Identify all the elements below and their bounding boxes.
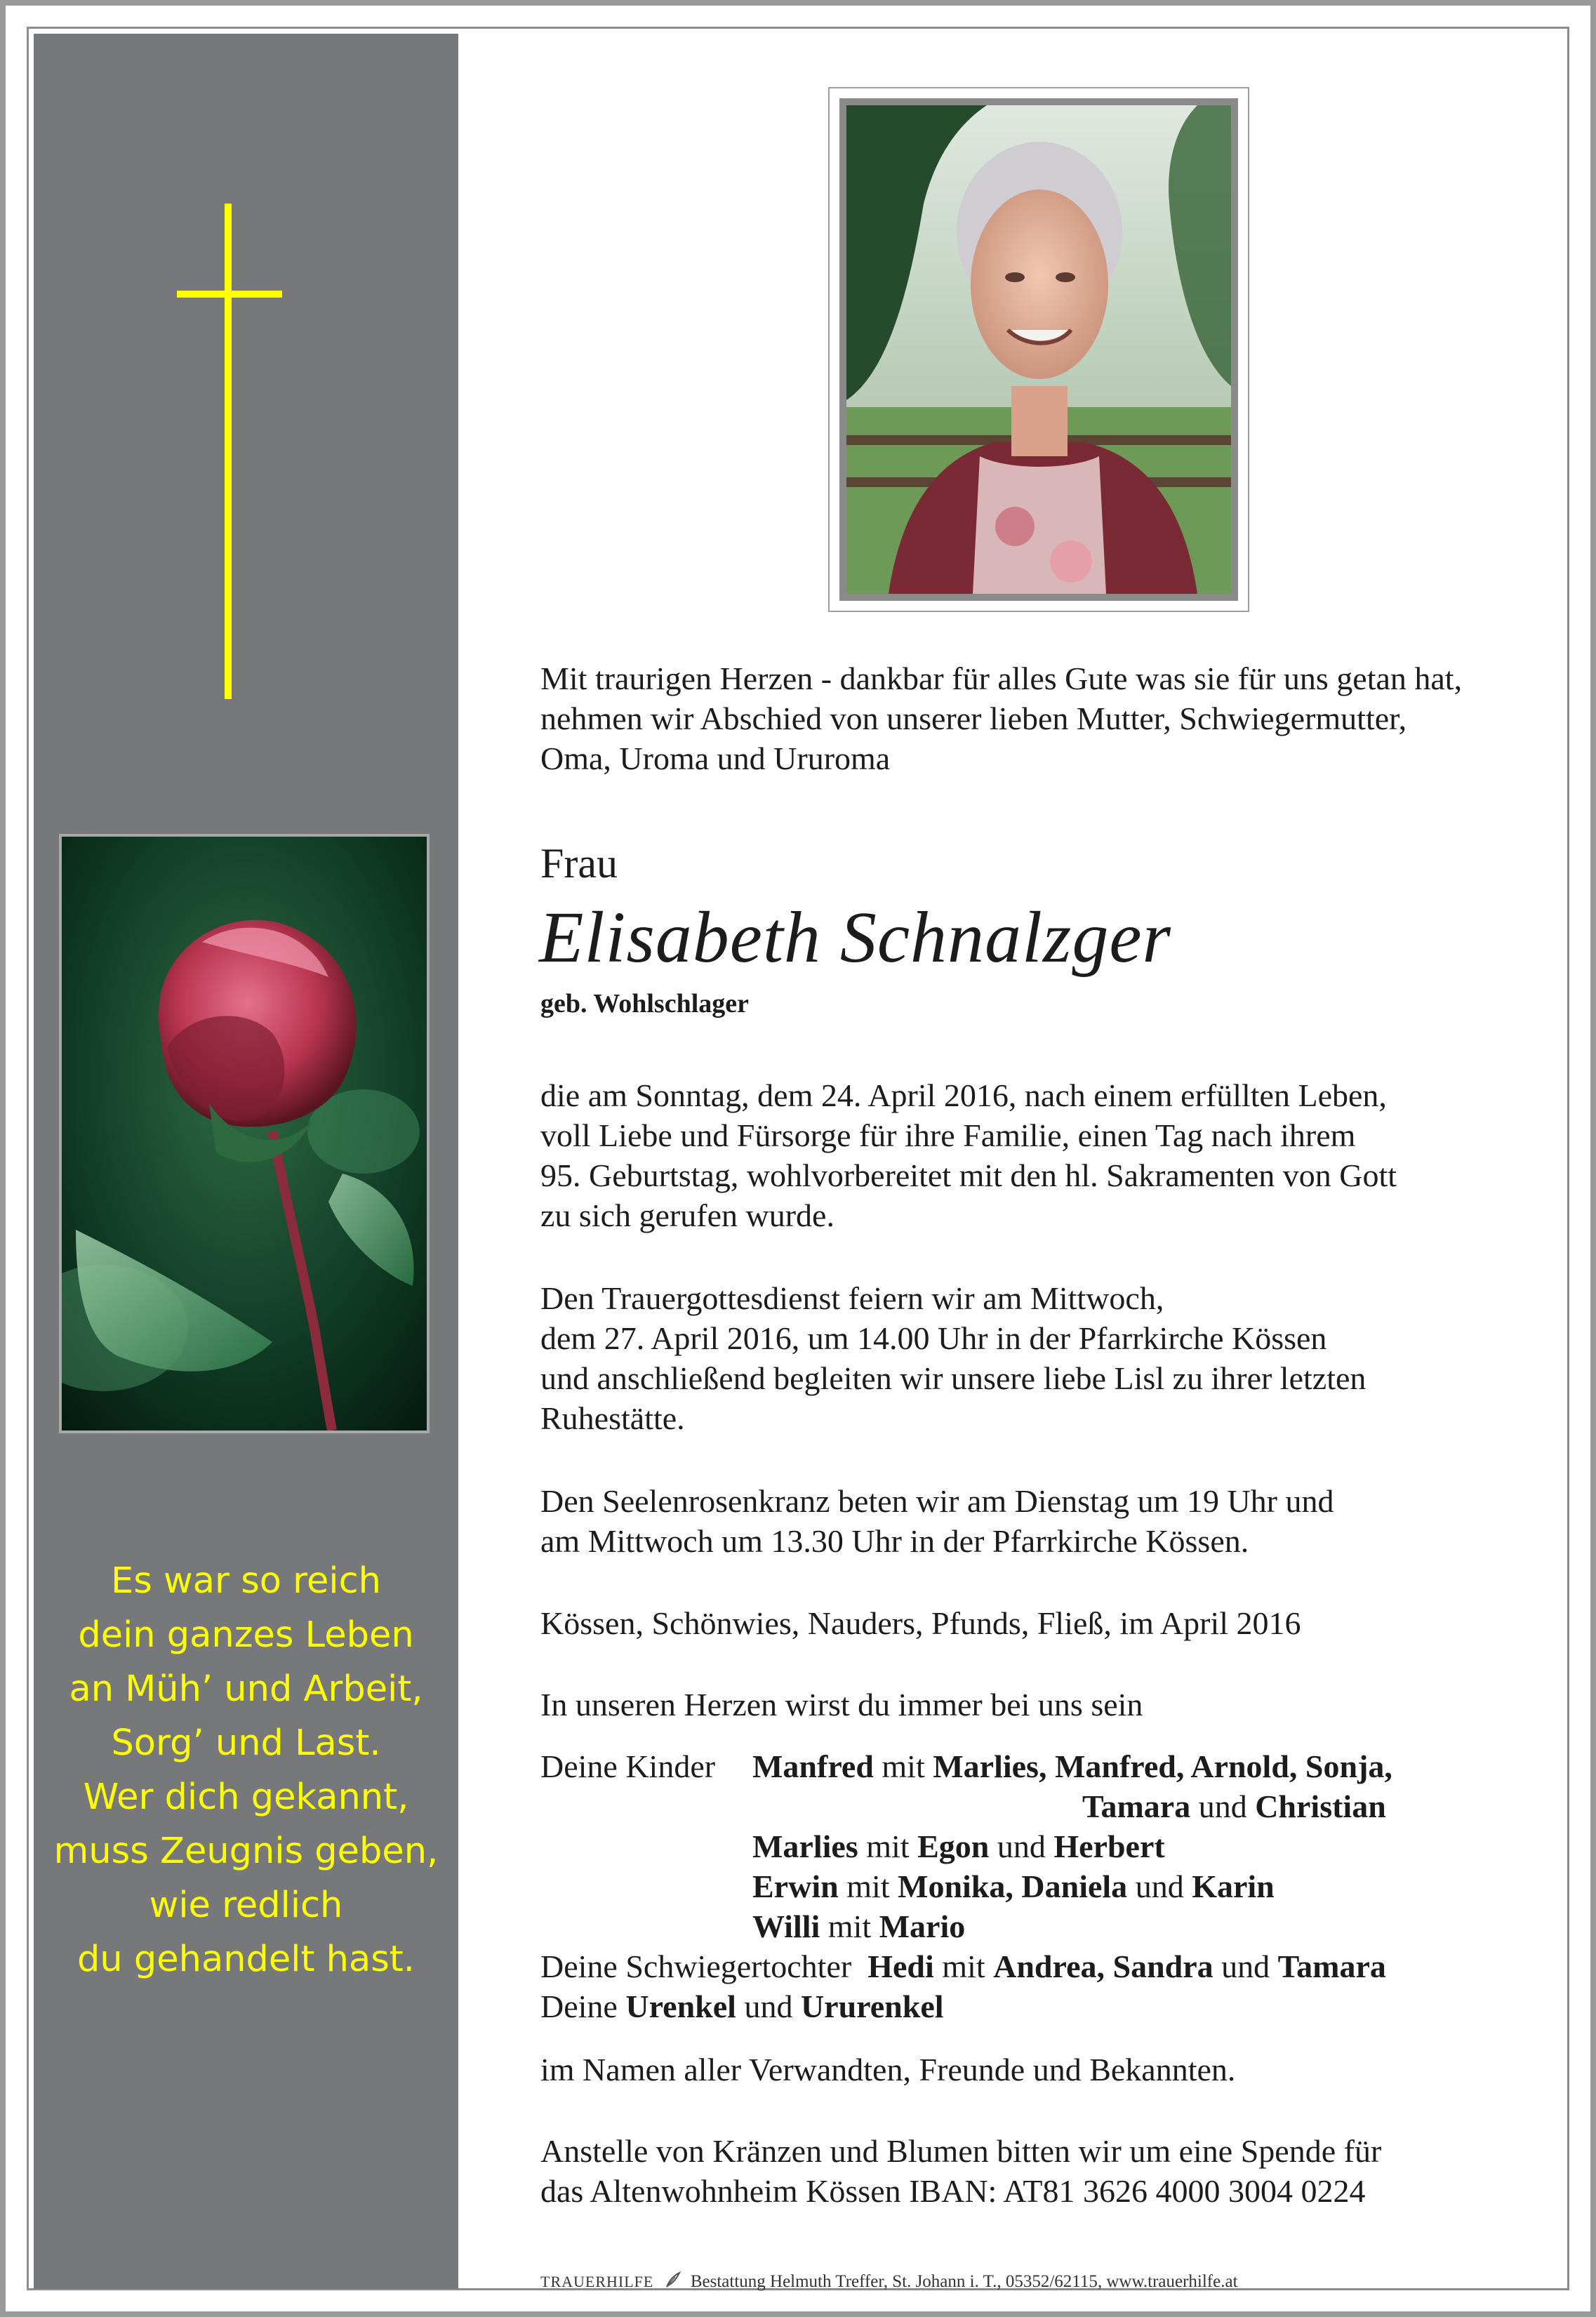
family-name: Marlies, Manfred, Arnold, Sonja, <box>933 1748 1392 1784</box>
donation-line: das Altenwohnheim Kössen IBAN: AT81 3626 4000 3004 0224 <box>540 2173 1366 2209</box>
rosary-line: Den Seelenrosenkranz beten wir am Dienstag um 19 Uhr und <box>540 1483 1334 1519</box>
donation-line: Anstelle von Kränzen und Blumen bitten wir um eine Spende für <box>540 2133 1382 2169</box>
footer-brand: TRAUERHILFE <box>540 2273 654 2290</box>
deceased-name: Elisabeth Schnalzger <box>539 897 1172 978</box>
family-name: Marlies <box>752 1828 858 1864</box>
death-notice-line: voll Liebe und Fürsorge für ihre Familie, einen Tag nach ihrem <box>540 1117 1356 1153</box>
family-row <box>1082 1786 1386 1826</box>
family-row <box>752 1826 1165 1866</box>
family-name: Egon <box>917 1828 990 1864</box>
poem-line: an Müh’ und Arbeit, <box>69 1668 423 1710</box>
death-notice-line: die am Sonntag, dem 24. April 2016, nach einem erfüllten Leben, <box>540 1077 1387 1113</box>
family-connector: und <box>1213 1948 1278 1984</box>
family-name: Andrea, Sandra <box>993 1948 1213 1984</box>
poem-line: wie redlich <box>149 1885 343 1926</box>
poem-line: du gehandelt hast. <box>77 1939 415 1980</box>
family-name: Erwin <box>752 1868 839 1904</box>
family-name: Herbert <box>1053 1828 1165 1864</box>
family-name: Tamara <box>1082 1788 1191 1824</box>
cross-vertical-beam <box>225 204 232 699</box>
family-name: Monika, Daniela <box>898 1868 1128 1904</box>
death-notice-paragraph <box>540 1075 1397 1235</box>
intro-paragraph <box>540 658 1462 778</box>
family-name: Ururenkel <box>800 1989 944 2024</box>
family-row <box>752 1746 1392 1786</box>
family-connector: mit <box>858 1828 918 1864</box>
family-connector: und <box>1127 1868 1192 1904</box>
family-connector: mit <box>933 1948 994 1984</box>
birth-name: geb. Wohlschlager <box>540 989 749 1018</box>
family-connector: mit <box>820 1908 879 1944</box>
donation-paragraph <box>540 2131 1381 2211</box>
family-connector: mit <box>873 1748 933 1784</box>
service-line: dem 27. April 2016, um 14.00 Uhr in der Pfarrkirche Kössen <box>540 1320 1327 1356</box>
portrait-photo <box>839 98 1238 601</box>
family-connector: und <box>736 1989 801 2024</box>
heart-line: In unseren Herzen wirst du immer bei uns sein <box>540 1687 1143 1722</box>
service-line: Ruhestätte. <box>540 1400 685 1436</box>
intro-line: Mit traurigen Herzen - dankbar für alles Gute was sie für uns getan hat, <box>540 660 1463 696</box>
family-name: Karin <box>1192 1868 1275 1904</box>
rose-illustration <box>62 837 427 1430</box>
poem-line: Wer dich gekannt, <box>83 1777 409 1818</box>
family-name: Christian <box>1255 1788 1386 1824</box>
intro-line: nehmen wir Abschied von unserer lieben Mutter, Schwiegermutter, <box>540 701 1407 736</box>
death-notice-line: 95. Geburtstag, wohlvorbereitet mit den hl. Sakramenten von Gott <box>540 1157 1397 1193</box>
service-line: und anschließend begleiten wir unsere liebe Lisl zu ihrer letzten <box>540 1360 1366 1396</box>
service-paragraph <box>540 1278 1366 1438</box>
footer-text: Bestattung Helmuth Treffer, St. Johann i. T., 05352/62115, www.trauerhilfe.at <box>690 2272 1238 2291</box>
family-connector: und <box>989 1828 1054 1864</box>
rose-image <box>59 834 430 1433</box>
portrait-illustration <box>846 105 1231 594</box>
service-line: Den Trauergottesdienst feiern wir am Mittwoch, <box>540 1280 1164 1316</box>
family-name: Hedi <box>867 1948 934 1984</box>
daughter-in-law-label: Deine Schwiegertochter <box>540 1948 852 1984</box>
grandchildren-row <box>540 1986 944 2026</box>
poem-line: Es war so reich <box>111 1560 381 1602</box>
place-date: Kössen, Schönwies, Nauders, Pfunds, Fließ, im April 2016 <box>540 1605 1301 1641</box>
sidebar <box>34 34 458 2289</box>
poem-line: Sorg’ und Last. <box>111 1722 381 1764</box>
daughter-in-law-row <box>540 1946 1386 1986</box>
poem-line: muss Zeugnis geben, <box>53 1831 439 1872</box>
intro-line: Oma, Uroma und Ururoma <box>540 741 891 776</box>
death-notice-line: zu sich gerufen wurde. <box>540 1197 834 1233</box>
family-row <box>752 1866 1275 1906</box>
footer <box>540 2270 1238 2292</box>
portrait-frame <box>828 87 1249 612</box>
family-connector: mit <box>838 1868 898 1904</box>
family-name: Urenkel <box>625 1989 736 2024</box>
family-name: Tamara <box>1277 1948 1386 1984</box>
family-row <box>752 1906 965 1946</box>
family-name: Mario <box>879 1908 966 1944</box>
poem <box>34 1554 458 1986</box>
relatives-line: im Namen aller Verwandten, Freunde und Bekannten. <box>540 2052 1236 2087</box>
poem-line: dein ganzes Leben <box>78 1614 414 1656</box>
feather-icon <box>663 2270 682 2290</box>
salutation: Frau <box>540 840 618 887</box>
grandchildren-label: Deine <box>540 1989 626 2024</box>
children-label: Deine Kinder <box>540 1748 716 1784</box>
family-name: Willi <box>752 1908 820 1944</box>
family-name: Manfred <box>752 1748 874 1784</box>
family-connector: und <box>1190 1788 1256 1824</box>
cross-horizontal-beam <box>177 291 282 298</box>
rosary-line: am Mittwoch um 13.30 Uhr in der Pfarrkirche Kössen. <box>540 1523 1249 1559</box>
rosary-paragraph <box>540 1481 1334 1561</box>
